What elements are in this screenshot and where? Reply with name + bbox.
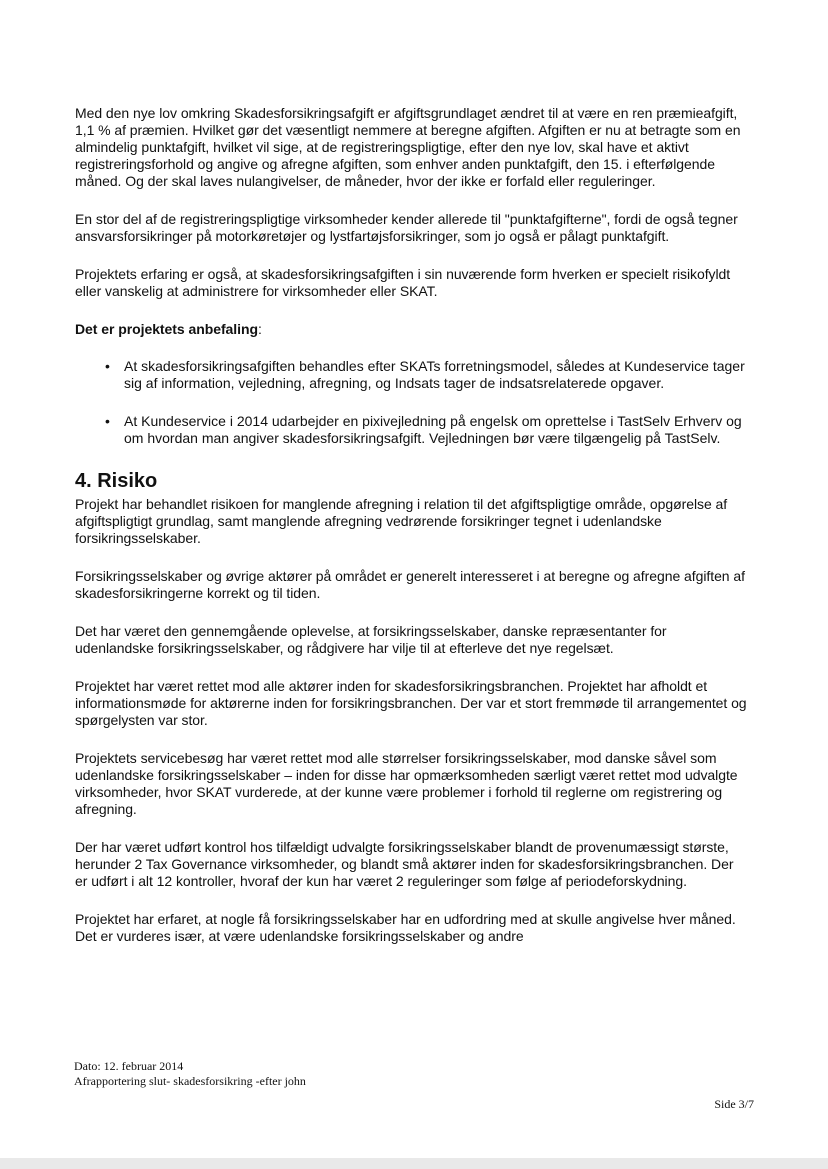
page-footer bbox=[74, 1059, 754, 1111]
paragraph-risk-2: Forsikringsselskaber og øvrige aktører på området er generelt interesseret i at beregne og afregne afgiften af skadesforsikringerne korrekt og til tiden. bbox=[75, 568, 745, 601]
bullet-icon: • bbox=[105, 358, 110, 374]
paragraph-risk-5: Projektets servicebesøg har været rettet mod alle størrelser forsikringsselskaber, mod danske såvel som udenlandske forsikringsselskaber – inden for disse har opmærksomheden særligt været rettet mod udvalgte virksomheder, hvor SKAT vurderede, at der kunne være problemer i forhold til reglerne om registrering og afregning. bbox=[75, 750, 738, 817]
paragraph-risk-6: Der har været udført kontrol hos tilfældigt udvalgte forsikringsselskaber blandt de provenumæssigt største, herunder 2 Tax Governance virksomheder, og blandt små aktører inden for skadesforsikringsbranchen. Der er udført i alt 12 kontroller, hvoraf der kun har været 2 reguleringer som følge af periodeforskydning. bbox=[75, 839, 734, 889]
footer-document-name: Afrapportering slut- skadesforsikring -efter john bbox=[74, 1074, 306, 1088]
list-item bbox=[75, 358, 747, 392]
recommendation-colon: : bbox=[257, 321, 262, 337]
recommendation-list bbox=[75, 358, 747, 447]
paragraph-risk-3: Det har været den gennemgående oplevelse, at forsikringsselskaber, danske repræsentanter for udenlandske forsikringsselskaber, og rådgivere har vilje til at efterleve det nye regelsæt. bbox=[75, 623, 667, 656]
recommendation-heading bbox=[75, 321, 747, 338]
list-item bbox=[75, 413, 747, 447]
recommendation-label: Det er projektets anbefaling bbox=[75, 321, 258, 337]
footer-date: Dato: 12. februar 2014 bbox=[74, 1059, 184, 1073]
paragraph-risk-1: Projekt har behandlet risikoen for manglende afregning i relation til det afgiftspligtige område, opgørelse af afgiftspligtigt grundlag, samt manglende afregning vedrørende forsikringer tegnet i udenlandske forsikringsselskaber. bbox=[75, 496, 728, 546]
page-content bbox=[75, 105, 747, 945]
list-item-text: At skadesforsikringsafgiften behandles efter SKATs forretningsmodel, således at Kundeservice tager sig af information, vejledning, afregning, og Indsats tager de indsatsrelaterede opgaver. bbox=[124, 358, 745, 391]
paragraph-intro: Med den nye lov omkring Skadesforsikringsafgift er afgiftsgrundlaget ændret til at være en ren præmieafgift, 1,1 % af præmien. Hvilket gør det væsentligt nemmere at beregne afgiften. Afgiften er nu at betragte som en almindelig punktafgift, hvilket vil sige, at de registreringspligtige, efter den nye lov, skal have et aktivt registreringsforhold og angive og afregne afgiften, som enhver anden punktafgift, den 15. i efterfølgende måned. Og der skal laves nulangivelser, de måneder, hvor der ikke er forfald eller reguleringer. bbox=[75, 105, 741, 189]
section-heading-risk: 4. Risiko bbox=[75, 470, 158, 492]
paragraph-risk-4: Projektet har været rettet mod alle aktører inden for skadesforsikringsbranchen. Projektet har afholdt et informationsmøde for aktørerne inden for forsikringsbranchen. Der var et stort fremmøde til arrangementet og spørgelysten var stor. bbox=[75, 678, 747, 728]
list-item-text: At Kundeservice i 2014 udarbejder en pixivejledning på engelsk om oprettelse i TastSelv Erhverv og om hvordan man angiver skadesforsikringsafgift. Vejledningen bør være tilgængelig på TastSelv. bbox=[124, 413, 742, 446]
bullet-icon: • bbox=[105, 413, 110, 429]
paragraph-registration: En stor del af de registreringspligtige virksomheder kender allerede til "punktafgifterne", fordi de også tegner ansvarsforsikringer på motorkøretøjer og lystfartøjsforsikringer, som jo også er pålagt punktafgift. bbox=[75, 211, 738, 244]
page-number: Side 3/7 bbox=[714, 1097, 754, 1111]
paragraph-risk-7: Projektet har erfaret, at nogle få forsikringsselskaber har en udfordring med at skulle angivelse hver måned. Det er vurderes især, at være udenlandske forsikringsselskaber og andre bbox=[75, 911, 736, 944]
paragraph-experience: Projektets erfaring er også, at skadesforsikringsafgiften i sin nuværende form hverken er specielt risikofyldt eller vanskelig at administrere for virksomheder eller SKAT. bbox=[75, 266, 731, 299]
page-bottom-edge bbox=[0, 1158, 828, 1169]
